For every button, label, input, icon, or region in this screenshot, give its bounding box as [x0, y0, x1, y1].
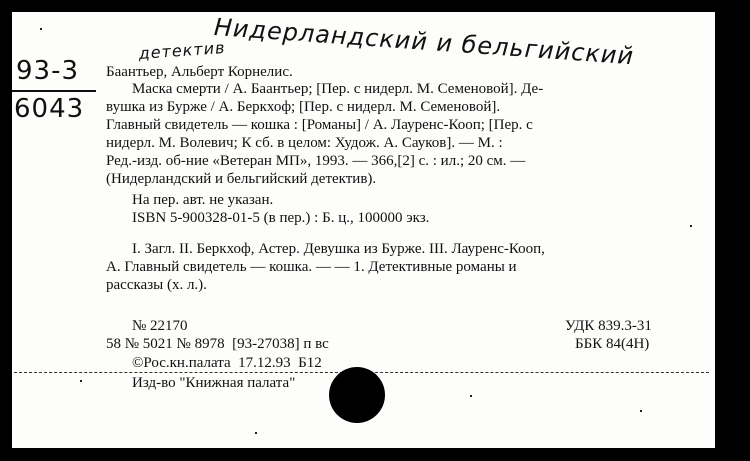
handwritten-shelfmark-top: 93-3 [16, 56, 80, 86]
isbn-line: ISBN 5-900328-01-5 (в пер.) : Б. ц., 100000 экз. [132, 210, 430, 226]
scan-edge-bottom [0, 455, 750, 461]
bbk-index: ББК 84(4Н) [575, 336, 650, 352]
tracing-line: рассказы (х. л.). [106, 277, 207, 293]
punch-hole [329, 367, 385, 423]
description-line: Маска смерти / А. Баантьер; [Пер. с нидерл. М. Семеновой]. Де- [132, 81, 544, 97]
tracing-line: I. Загл. II. Беркхоф, Астер. Девушка из Бурже. III. Лауренс-Кооп, [132, 241, 545, 257]
tracing-line: А. Главный свидетель — кошка. — — 1. Детективные романы и [106, 259, 517, 275]
handwritten-genre-top: Нидерландский и бельгийский [213, 13, 636, 71]
handwritten-genre-bottom: детектив [138, 37, 227, 63]
print-line: 58 № 5021 № 8978 [93-27038] п вс [106, 336, 329, 352]
scan-edge-left [0, 0, 12, 461]
binding-note: На пер. авт. не указан. [132, 192, 274, 208]
description-line: Главный свидетель — кошка : [Романы] / А. Лауренс-Кооп; [Пер. с [106, 117, 533, 133]
shelfmark-divider [12, 90, 96, 92]
copyright-line: ©Рос.кн.палата 17.12.93 Б12 [132, 355, 322, 371]
scan-speck [80, 380, 82, 382]
scan-speck [690, 225, 692, 227]
scan-edge-right [715, 0, 750, 461]
publisher-line: Изд-во "Книжная палата" [132, 375, 296, 391]
scan-speck [640, 410, 642, 412]
scan-speck [470, 395, 472, 397]
card-number: № 22170 [132, 318, 188, 334]
scan-speck [255, 432, 257, 434]
udk-index: УДК 839.3-31 [565, 318, 652, 334]
description-line: вушка из Бурже / А. Беркхоф; [Пер. с нидерл. М. Семеновой]. [106, 99, 501, 115]
description-line: нидерл. М. Волевич; К сб. в целом: Худож. А. Сауков]. — М. : [106, 135, 503, 151]
author-heading: Баантьер, Альберт Корнелис. [106, 64, 293, 80]
series-line: (Нидерландский и бельгийский детектив). [106, 171, 377, 187]
scan-speck [40, 28, 42, 30]
handwritten-shelfmark-bottom: 6043 [14, 94, 85, 124]
description-line: Ред.-изд. об-ние «Ветеран МП», 1993. — 366,[2] с. : ил.; 20 см. — [106, 153, 526, 169]
